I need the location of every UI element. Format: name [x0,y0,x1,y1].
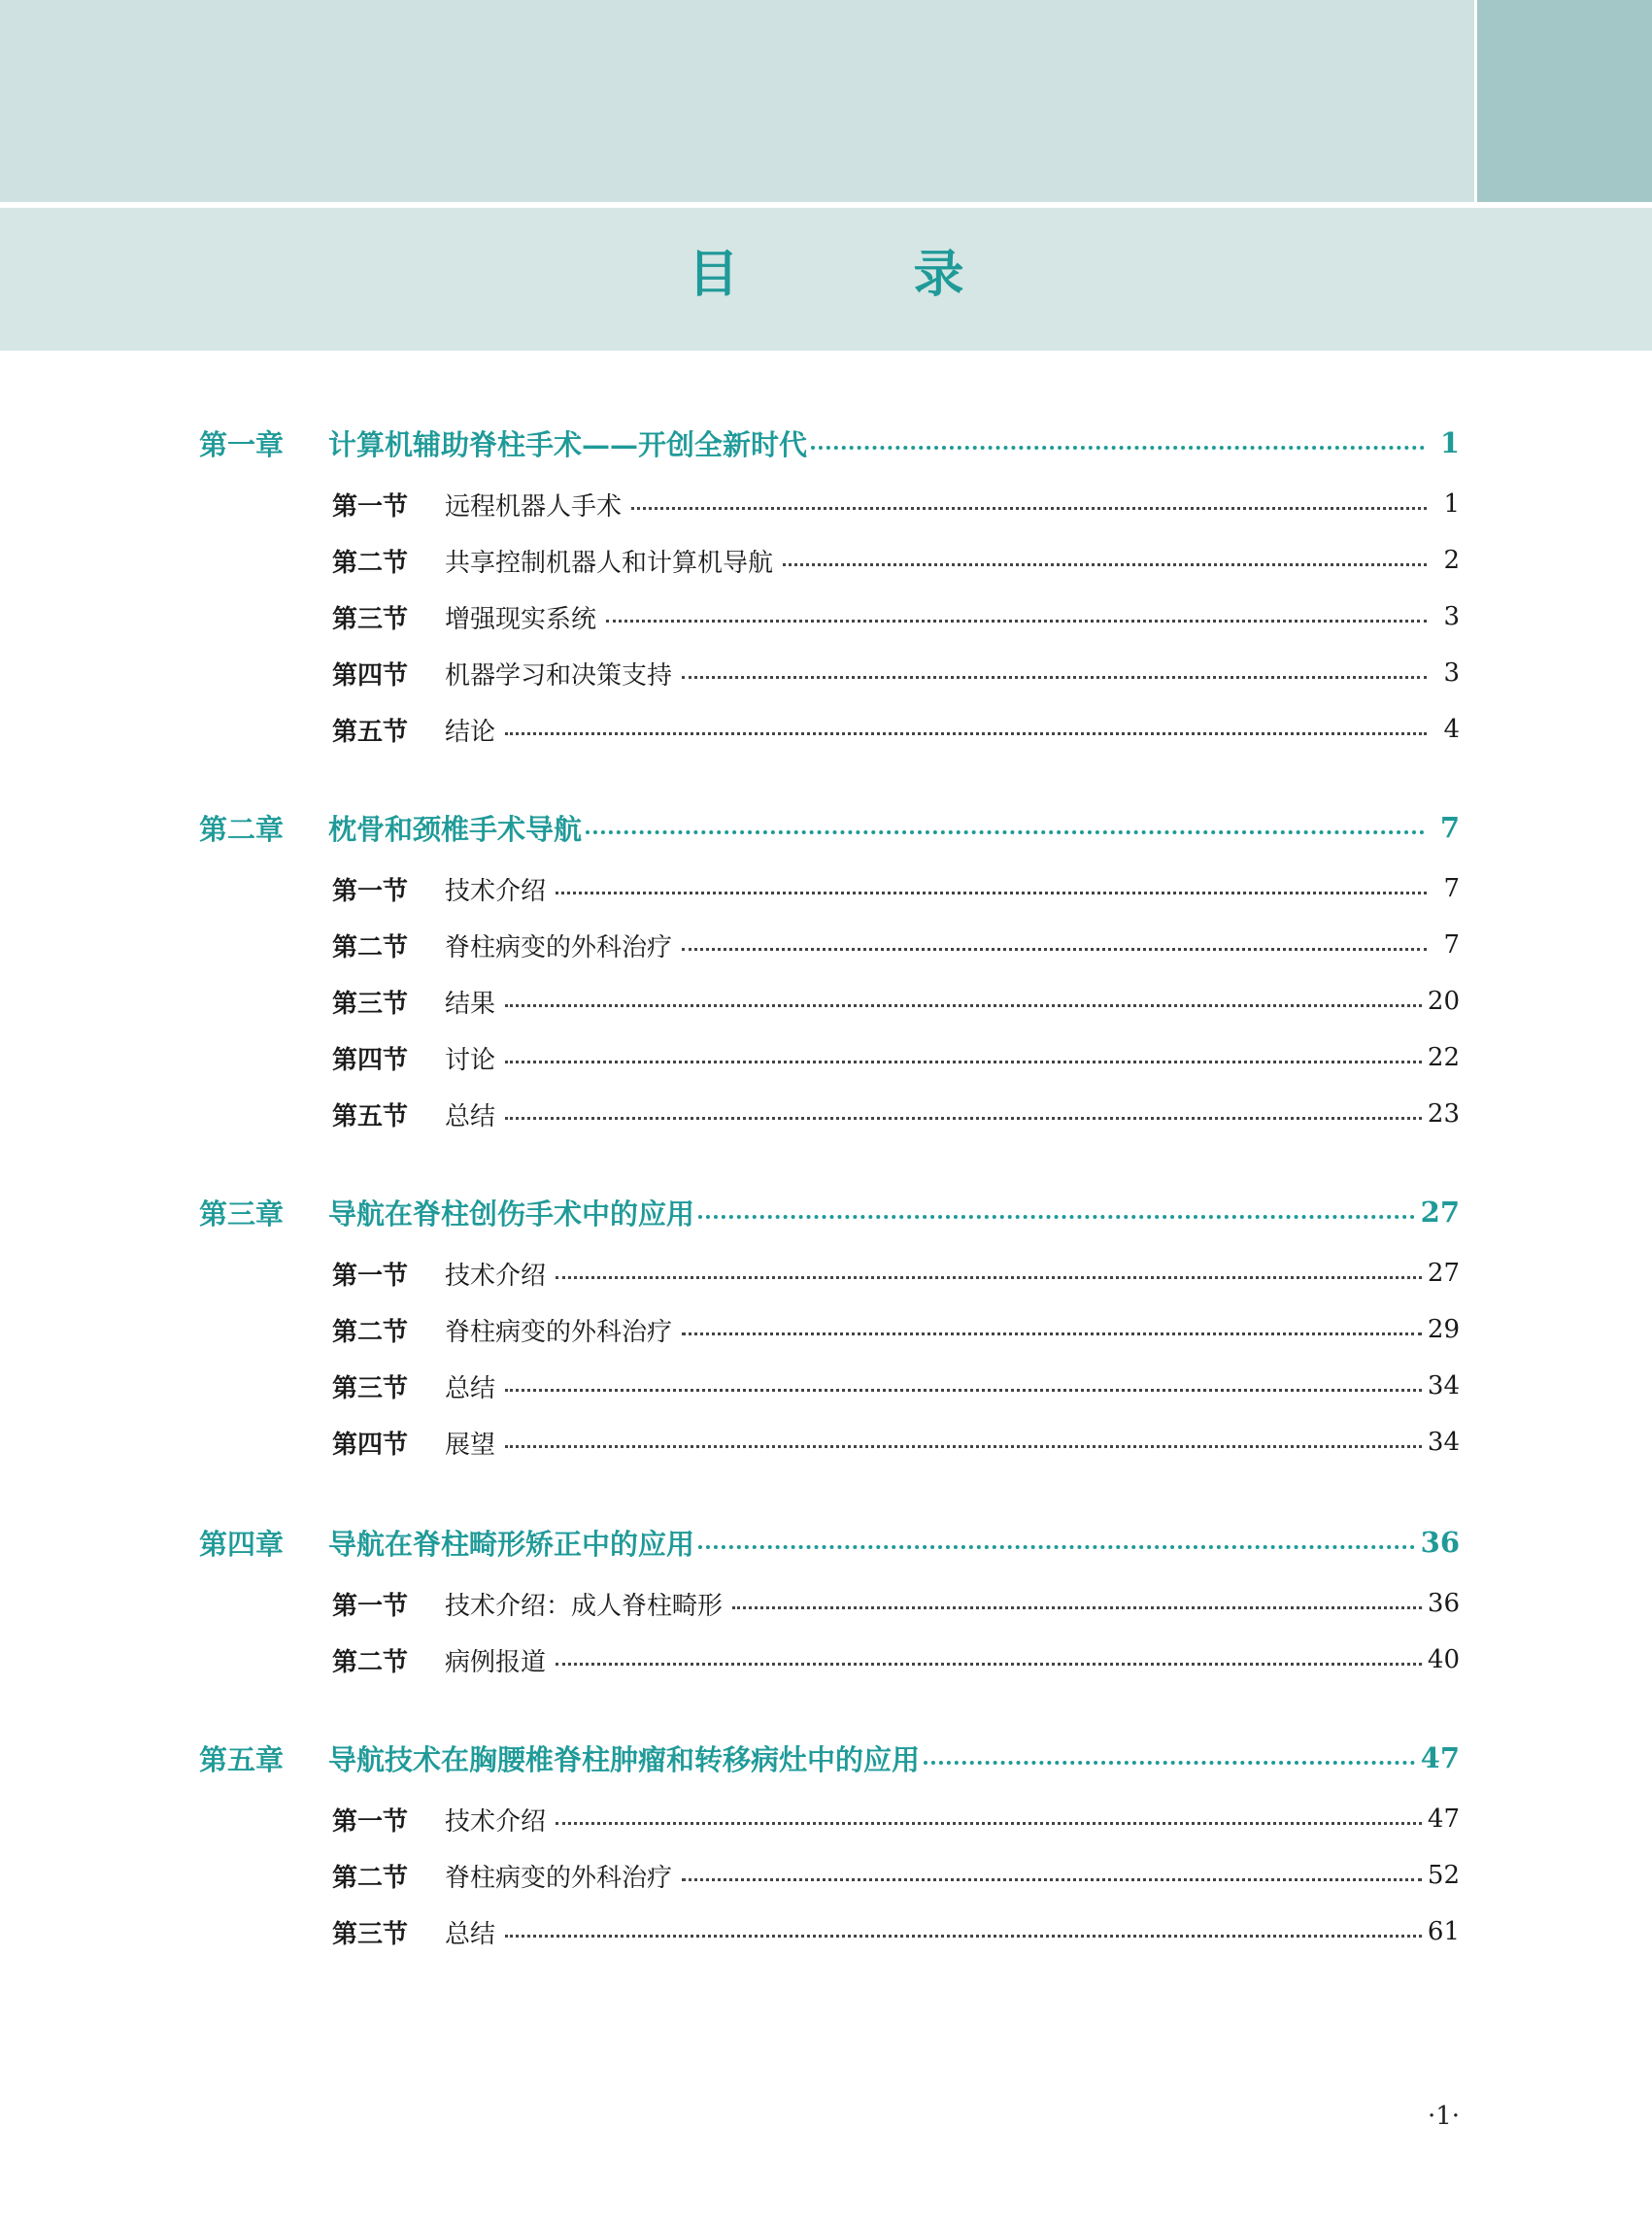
section-entry[interactable] [332,1255,1460,1292]
dot-leader [505,1117,1422,1120]
section-title: 技术介绍 [445,876,547,906]
section-page-number: 3 [1443,602,1460,631]
chapter-page-number: 27 [1420,1196,1460,1229]
section-entry[interactable] [332,486,1460,523]
section-title: 脊柱病变的外科治疗 [445,932,673,962]
section-title: 机器学习和决策支持 [445,660,673,691]
section-entry[interactable] [332,1801,1460,1838]
dot-leader [682,676,1427,679]
section-page-number: 47 [1427,1804,1460,1834]
dot-leader [505,1389,1422,1392]
dot-leader [732,1606,1422,1609]
section-page-number: 36 [1427,1589,1460,1618]
section-number: 第五节 [332,717,409,747]
section-title: 结果 [445,989,496,1019]
chapter-number: 第二章 [199,812,285,846]
section-entry[interactable] [332,983,1460,1020]
section-entry[interactable] [332,598,1460,635]
section-title: 技术介绍：成人脊柱畸形 [445,1591,724,1621]
dot-leader [682,948,1427,951]
dot-leader [556,1822,1422,1825]
section-title: 技术介绍 [445,1261,547,1291]
section-number: 第三节 [332,1919,409,1949]
section-number: 第三节 [332,1373,409,1403]
section-number: 第二节 [332,1647,409,1677]
chapter-page-number: 36 [1420,1526,1460,1559]
dot-leader [556,1276,1422,1279]
section-title: 增强现实系统 [445,604,597,634]
section-page-number: 20 [1427,987,1460,1016]
dot-leader [505,1004,1422,1007]
section-entry[interactable] [332,655,1460,691]
section-number: 第四节 [332,1430,409,1460]
dot-leader [783,563,1427,566]
section-page-number: 34 [1427,1428,1460,1457]
section-entry[interactable] [332,870,1460,907]
section-page-number: 52 [1427,1861,1460,1890]
dot-leader [606,620,1427,623]
section-number: 第二节 [332,1863,409,1893]
section-number: 第三节 [332,604,409,634]
section-number: 第二节 [332,932,409,962]
chapter-entry[interactable] [199,1737,1460,1779]
dot-leader [698,1215,1415,1219]
dot-leader [586,830,1425,834]
chapter-title: 导航在脊柱畸形矫正中的应用 [328,1527,695,1561]
section-title: 结论 [445,717,496,747]
dot-leader [682,1878,1422,1881]
section-number: 第一节 [332,876,409,906]
chapter-number: 第五章 [199,1742,285,1776]
dot-leader [811,446,1425,450]
chapter-number: 第一章 [199,427,285,461]
section-title: 总结 [445,1101,496,1131]
section-entry[interactable] [332,1424,1460,1461]
chapter-page-number: 1 [1439,426,1460,459]
section-title: 展望 [445,1430,496,1460]
section-number: 第四节 [332,1045,409,1075]
section-page-number: 2 [1443,546,1460,575]
section-page-number: 29 [1427,1315,1460,1344]
chapter-entry[interactable] [199,1191,1460,1233]
section-page-number: 1 [1443,489,1460,519]
dot-leader [682,1332,1422,1335]
section-title: 病例报道 [445,1647,547,1677]
chapter-entry[interactable] [199,806,1460,849]
dot-leader [556,892,1427,894]
dot-leader [631,507,1427,510]
section-number: 第五节 [332,1101,409,1131]
section-entry[interactable] [332,1367,1460,1404]
section-page-number: 7 [1443,874,1460,903]
section-entry[interactable] [332,711,1460,748]
section-title: 共享控制机器人和计算机导航 [445,548,774,578]
chapter-number: 第三章 [199,1197,285,1231]
section-title: 总结 [445,1373,496,1403]
section-title: 技术介绍 [445,1806,547,1837]
chapter-entry[interactable] [199,422,1460,464]
section-title: 远程机器人手术 [445,491,623,522]
chapter-entry[interactable] [199,1521,1460,1564]
section-page-number: 22 [1427,1043,1460,1072]
section-number: 第一节 [332,1806,409,1837]
section-number: 第四节 [332,660,409,691]
dot-leader [556,1663,1422,1666]
section-entry[interactable] [332,927,1460,963]
chapter-title: 计算机辅助脊柱手术——开创全新时代 [328,427,808,461]
section-entry[interactable] [332,1641,1460,1678]
section-title: 讨论 [445,1045,496,1075]
section-title: 脊柱病变的外科治疗 [445,1317,673,1347]
section-page-number: 61 [1427,1917,1460,1946]
section-entry[interactable] [332,1039,1460,1076]
chapter-title: 枕骨和颈椎手术导航 [328,812,583,846]
section-number: 第一节 [332,1591,409,1621]
chapter-title: 导航技术在胸腰椎脊柱肿瘤和转移病灶中的应用 [328,1742,921,1776]
section-entry[interactable] [332,1096,1460,1132]
section-entry[interactable] [332,1311,1460,1348]
page-number: ·1· [1428,2102,1461,2131]
section-page-number: 34 [1427,1371,1460,1400]
section-page-number: 4 [1443,715,1460,744]
section-number: 第一节 [332,1261,409,1291]
section-page-number: 3 [1443,658,1460,688]
chapter-number: 第四章 [199,1527,285,1561]
section-entry[interactable] [332,1857,1460,1894]
header-band [0,0,1474,202]
section-page-number: 7 [1443,930,1460,960]
dot-leader [505,1445,1422,1448]
section-page-number: 27 [1427,1259,1460,1288]
chapter-page-number: 47 [1420,1741,1460,1774]
dot-leader [505,732,1427,735]
section-page-number: 40 [1427,1645,1460,1674]
section-entry[interactable] [332,1913,1460,1950]
dot-leader [924,1761,1415,1765]
section-page-number: 23 [1427,1099,1460,1129]
dot-leader [505,1061,1422,1063]
section-title: 脊柱病变的外科治疗 [445,1863,673,1893]
chapter-title: 导航在脊柱创伤手术中的应用 [328,1197,695,1231]
section-number: 第二节 [332,1317,409,1347]
dot-leader [698,1545,1415,1549]
section-entry[interactable] [332,542,1460,579]
section-entry[interactable] [332,1585,1460,1622]
section-title: 总结 [445,1919,496,1949]
dot-leader [505,1935,1422,1938]
section-number: 第一节 [332,491,409,522]
header-corner-block [1477,0,1652,202]
section-number: 第二节 [332,548,409,578]
section-number: 第三节 [332,989,409,1019]
page-title: 目 录 [688,246,1027,304]
chapter-page-number: 7 [1439,811,1460,844]
